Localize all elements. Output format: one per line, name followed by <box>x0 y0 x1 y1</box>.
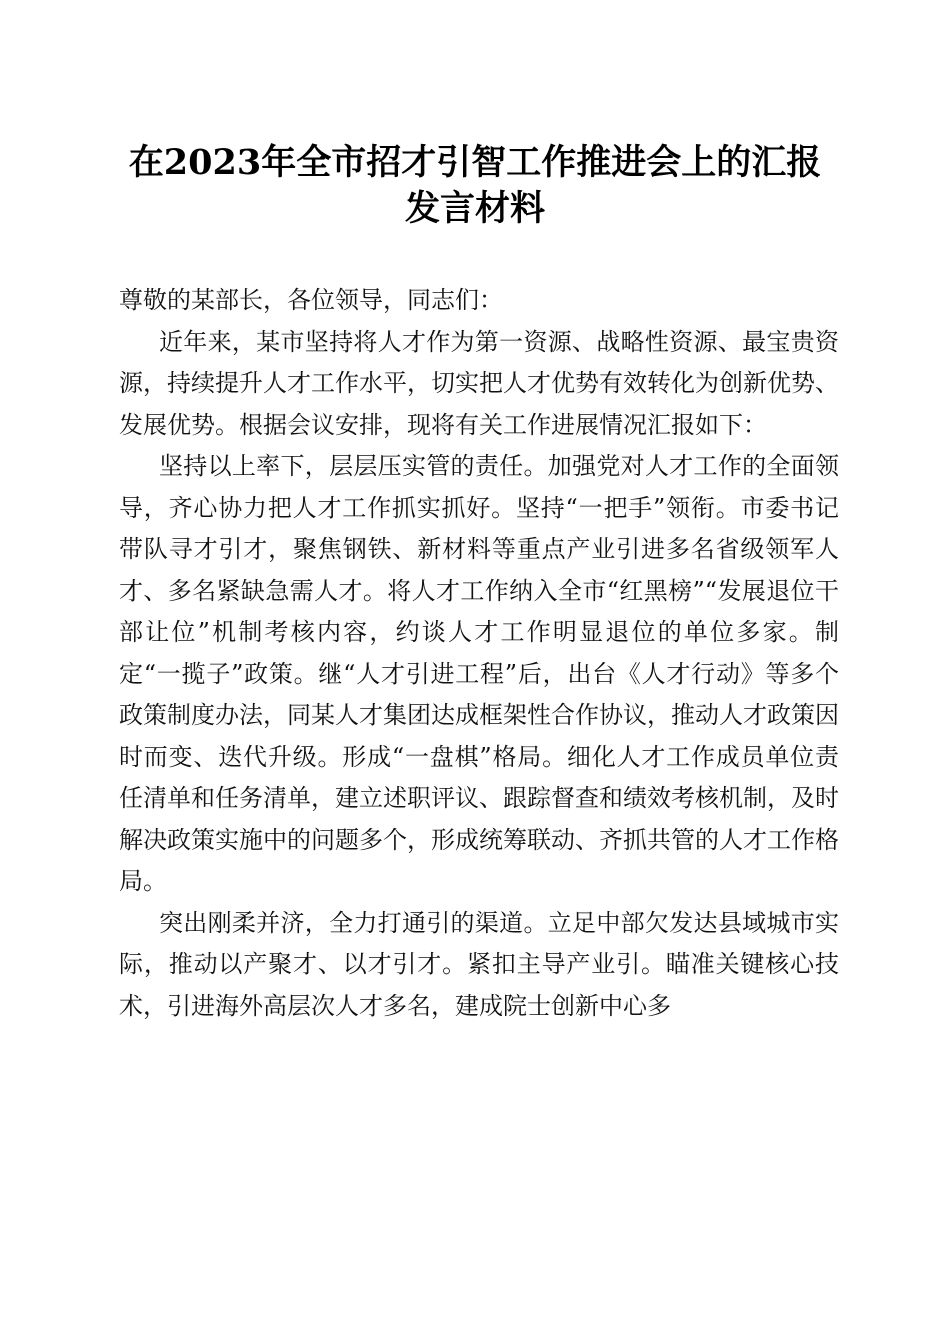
salutation: 尊敬的某部长，各位领导，同志们： <box>119 286 503 314</box>
document-title-line-1: 在2023年全市招才引智工作推进会上的汇报 <box>128 142 822 183</box>
paragraph-intro: 近年来，某市坚持将人才作为第一资源、战略性资源、最宝贵资源，持续提升人才工作水平，切实把人才优势有效转化为创新优势、发展优势。根据会议安排，现将有关工作进展情况汇报如下： <box>119 327 839 439</box>
document-body <box>119 280 839 1027</box>
paragraph-leadership: 坚持以上率下，层层压实管的责任。加强党对人才工作的全面领导，齐心协力把人才工作抓实抓好。坚持“一把手”领衔。市委书记带队寻才引才，聚焦钢铁、新材料等重点产业引进多名省级领军人才、多名紧缺急需人才。将人才工作纳入全市“红黑榜”“发展退位干部让位”机制考核内容，约谈人才工作明显退位的单位多家。制定“一揽子”政策。继“人才引进工程”后，出台《人才行动》等多个政策制度办法，同某人才集团达成框架性合作协议，推动人才政策因时而变、迭代升级。形成“一盘棋”格局。细化人才工作成员单位责任清单和任务清单，建立述职评议、跟踪督查和绩效考核机制，及时解决政策实施中的问题多个，形成统筹联动、齐抓共管的人才工作格局。 <box>119 452 839 895</box>
document-title-line-2: 发言材料 <box>404 188 545 229</box>
paragraph-recruitment: 突出刚柔并济，全力打通引的渠道。立足中部欠发达县域城市实际，推动以产聚才、以才引才。紧扣主导产业引。瞄准关键核心技术，引进海外高层次人才多名，建成院士创新中心多 <box>119 908 839 1020</box>
